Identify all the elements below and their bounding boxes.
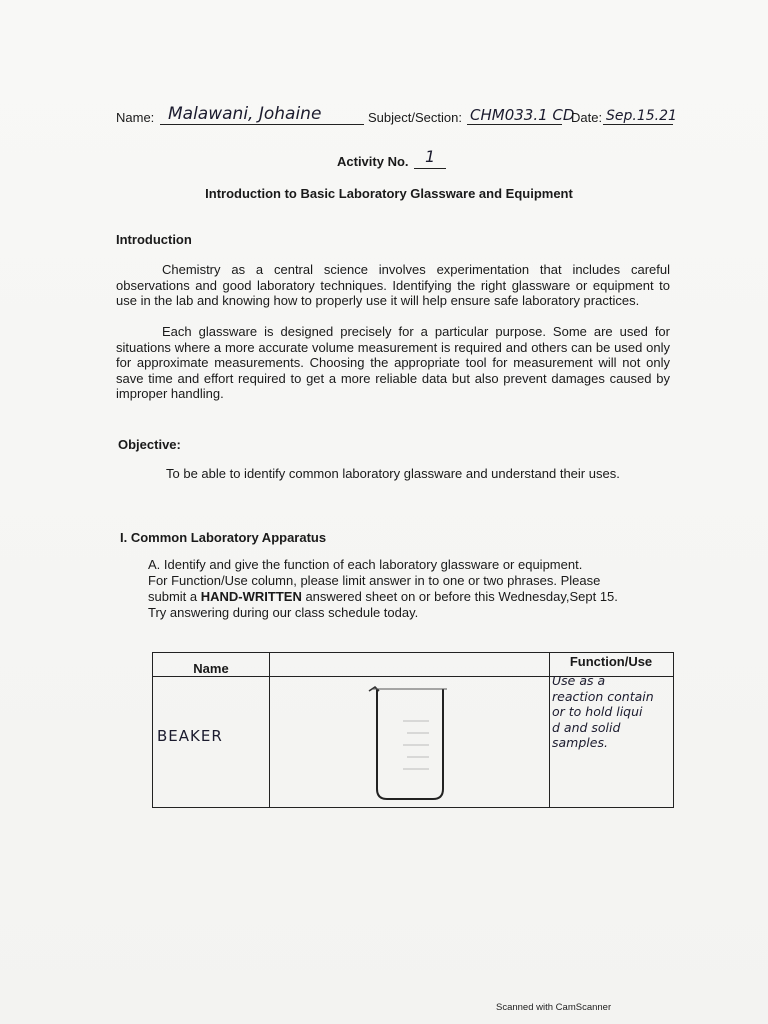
subject-section: CHM033.1 CD bbox=[470, 106, 575, 124]
row-function-beaker bbox=[552, 673, 674, 751]
function-line: samples. bbox=[552, 735, 608, 750]
name-underline bbox=[160, 124, 364, 125]
instruction-line-3-a: submit a bbox=[148, 589, 201, 604]
header-function: Function/Use bbox=[569, 654, 653, 669]
beaker-icon bbox=[363, 681, 453, 803]
instruction-line-4: Try answering during our class schedule today. bbox=[148, 605, 419, 620]
objective-text: To be able to identify common laboratory glassware and understand their uses. bbox=[166, 466, 620, 481]
row-name-beaker: BEAKER bbox=[157, 727, 223, 745]
instruction-line-2: For Function/Use column, please limit answer in to one or two phrases. Please bbox=[148, 573, 601, 588]
function-line: d and solid bbox=[552, 719, 621, 735]
intro-paragraph-1: Chemistry as a central science involves experimentation that includes careful observations and good laboratory techniques. Identifying the right glassware or equipment to use in the lab and knowing how to properly use it will help ensure safe laboratory practices. bbox=[116, 262, 670, 308]
intro-paragraph-2: Each glassware is designed precisely for a particular purpose. Some are used for situations where a more accurate volume measurement is required and others can be used only for approximate measurements. Choosing the appropriate tool for measurement will not only save time and effort required to get a more reliable data but also prevent damages caused by improper handling. bbox=[116, 324, 670, 401]
student-name: Malawani, Johaine bbox=[168, 104, 322, 124]
handwritten-emphasis: HAND-WRITTEN bbox=[200, 589, 302, 604]
function-line: or to hold liqui bbox=[552, 704, 643, 719]
function-line: reaction contain bbox=[552, 688, 654, 704]
document-title: Introduction to Basic Laboratory Glassware and Equipment bbox=[205, 186, 573, 201]
activity-underline bbox=[414, 168, 446, 169]
function-line: Use as a bbox=[552, 673, 606, 688]
instruction-line-3 bbox=[148, 589, 688, 605]
header-name: Name bbox=[193, 661, 229, 676]
activity-label: Activity No. bbox=[337, 154, 409, 169]
scanner-watermark: Scanned with CamScanner bbox=[496, 1002, 612, 1013]
name-label: Name: bbox=[116, 110, 155, 125]
apparatus-table bbox=[152, 652, 674, 808]
subject-underline bbox=[467, 124, 562, 125]
intro-heading: Introduction bbox=[116, 232, 192, 247]
subject-label: Subject/Section: bbox=[368, 110, 462, 125]
activity-number: 1 bbox=[425, 147, 436, 166]
instruction-line-3-b: answered sheet on or before this Wednesday,Sept 15. bbox=[301, 589, 618, 604]
date-value: Sep.15.21 bbox=[606, 108, 677, 124]
date-underline bbox=[603, 124, 673, 125]
objective-heading: Objective: bbox=[118, 437, 181, 452]
instruction-line-1: A. Identify and give the function of each laboratory glassware or equipment. bbox=[148, 557, 583, 572]
instructions bbox=[148, 557, 688, 621]
section-heading: I. Common Laboratory Apparatus bbox=[120, 530, 327, 545]
date-label: Date: bbox=[571, 110, 603, 125]
